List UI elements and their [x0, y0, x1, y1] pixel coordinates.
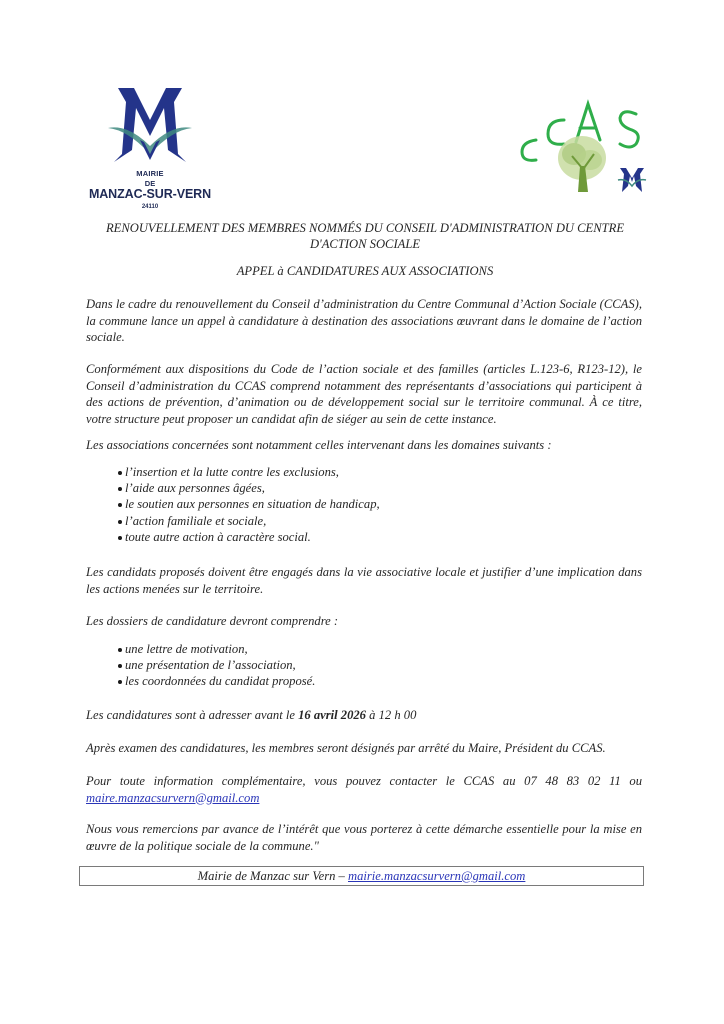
- documents-intro: Les dossiers de candidature devront comprendre :: [86, 614, 339, 628]
- legal-paragraph: [86, 361, 642, 427]
- deadline-date: 16 avril 2026: [298, 708, 366, 722]
- deadline-mid: à: [365, 708, 379, 722]
- list-item: une présentation de l’association,: [118, 657, 618, 673]
- list-item: l’insertion et la lutte contre les exclusions,: [118, 464, 618, 480]
- intro-paragraph: [86, 296, 642, 346]
- list-item: le soutien aux personnes en situation de handicap,: [118, 496, 618, 512]
- footer-box: [79, 866, 644, 886]
- list-item: les coordonnées du candidat proposé.: [118, 673, 618, 689]
- logo-text-commune: MANZAC-SUR-VERN: [88, 187, 212, 201]
- list-item: l’action familiale et sociale,: [118, 513, 618, 529]
- intro-text: Dans le cadre du renouvellement du Conseil d’administration du Centre Communal d’Action Sociale (CCAS), la commune lance un appel à candidature à destination des associations œuvrant dans le domaine de l’action sociale.: [86, 297, 642, 344]
- thanks-paragraph: Nous vous remercions par avance de l’intérêt que vous porterez à cette démarche essentielle pour la mise en œuvre de la politique sociale de la commune.": [86, 822, 642, 853]
- logo-text-postcode: 24110: [141, 204, 159, 210]
- deadline-time: 12 h 00: [378, 708, 417, 722]
- ccas-logo: [508, 96, 658, 196]
- designation-paragraph: Après examen des candidatures, les membres seront désignés par arrêté du Maire, Président du CCAS.: [86, 741, 606, 755]
- contact-text: Pour toute information complémentaire, vous pouvez contacter le CCAS au 07 48 83 02 11 ou: [86, 774, 642, 788]
- footer-email-link[interactable]: mairie.manzacsurvern@gmail.com: [348, 869, 526, 883]
- mairie-m-logo-icon: [104, 84, 196, 164]
- logo-text-de: DE: [144, 179, 156, 188]
- legal-text: Conformément aux dispositions du Code de l’action sociale et des familles (articles L.123-6, R123-12), le Conseil d’administration du CCAS comprend notamment des représentants d’associations qui participent à des actions de prévention, d’animation ou de développement social sur le territoire communal. À ce titre, votre structure peut proposer un candidat afin de siéger au sein de cette instance.: [86, 362, 642, 426]
- candidates-paragraph: Les candidats proposés doivent être engagés dans la vie associative locale et justifier d’une implication dans les actions menées sur le territoire.: [86, 565, 642, 596]
- deadline-prefix: Les candidatures sont à adresser avant le: [86, 708, 299, 722]
- ccas-tree-logo-icon: [508, 96, 658, 196]
- list-item: toute autre action à caractère social.: [118, 529, 618, 545]
- list-item: l’aide aux personnes âgées,: [118, 480, 618, 496]
- domains-intro: Les associations concernées sont notamment celles intervenant dans les domaines suivants :: [86, 438, 552, 452]
- mairie-logo: [80, 84, 220, 214]
- contact-email-link[interactable]: maire.manzacsurvern@gmail.com: [86, 790, 260, 805]
- domains-list: [118, 464, 618, 545]
- contact-paragraph: [86, 773, 642, 806]
- document-title: RENOUVELLEMENT DES MEMBRES NOMMÉS DU CONSEIL D'ADMINISTRATION DU CENTRE D'ACTION SOCIALE: [105, 221, 625, 251]
- deadline-paragraph: [86, 707, 642, 724]
- documents-list: [118, 641, 618, 690]
- list-item: une lettre de motivation,: [118, 641, 618, 657]
- logo-text-mairie: MAIRIE: [136, 169, 164, 178]
- footer-text: Mairie de Manzac sur Vern –: [197, 869, 348, 883]
- document-subtitle: APPEL à CANDIDATURES AUX ASSOCIATIONS: [236, 264, 494, 278]
